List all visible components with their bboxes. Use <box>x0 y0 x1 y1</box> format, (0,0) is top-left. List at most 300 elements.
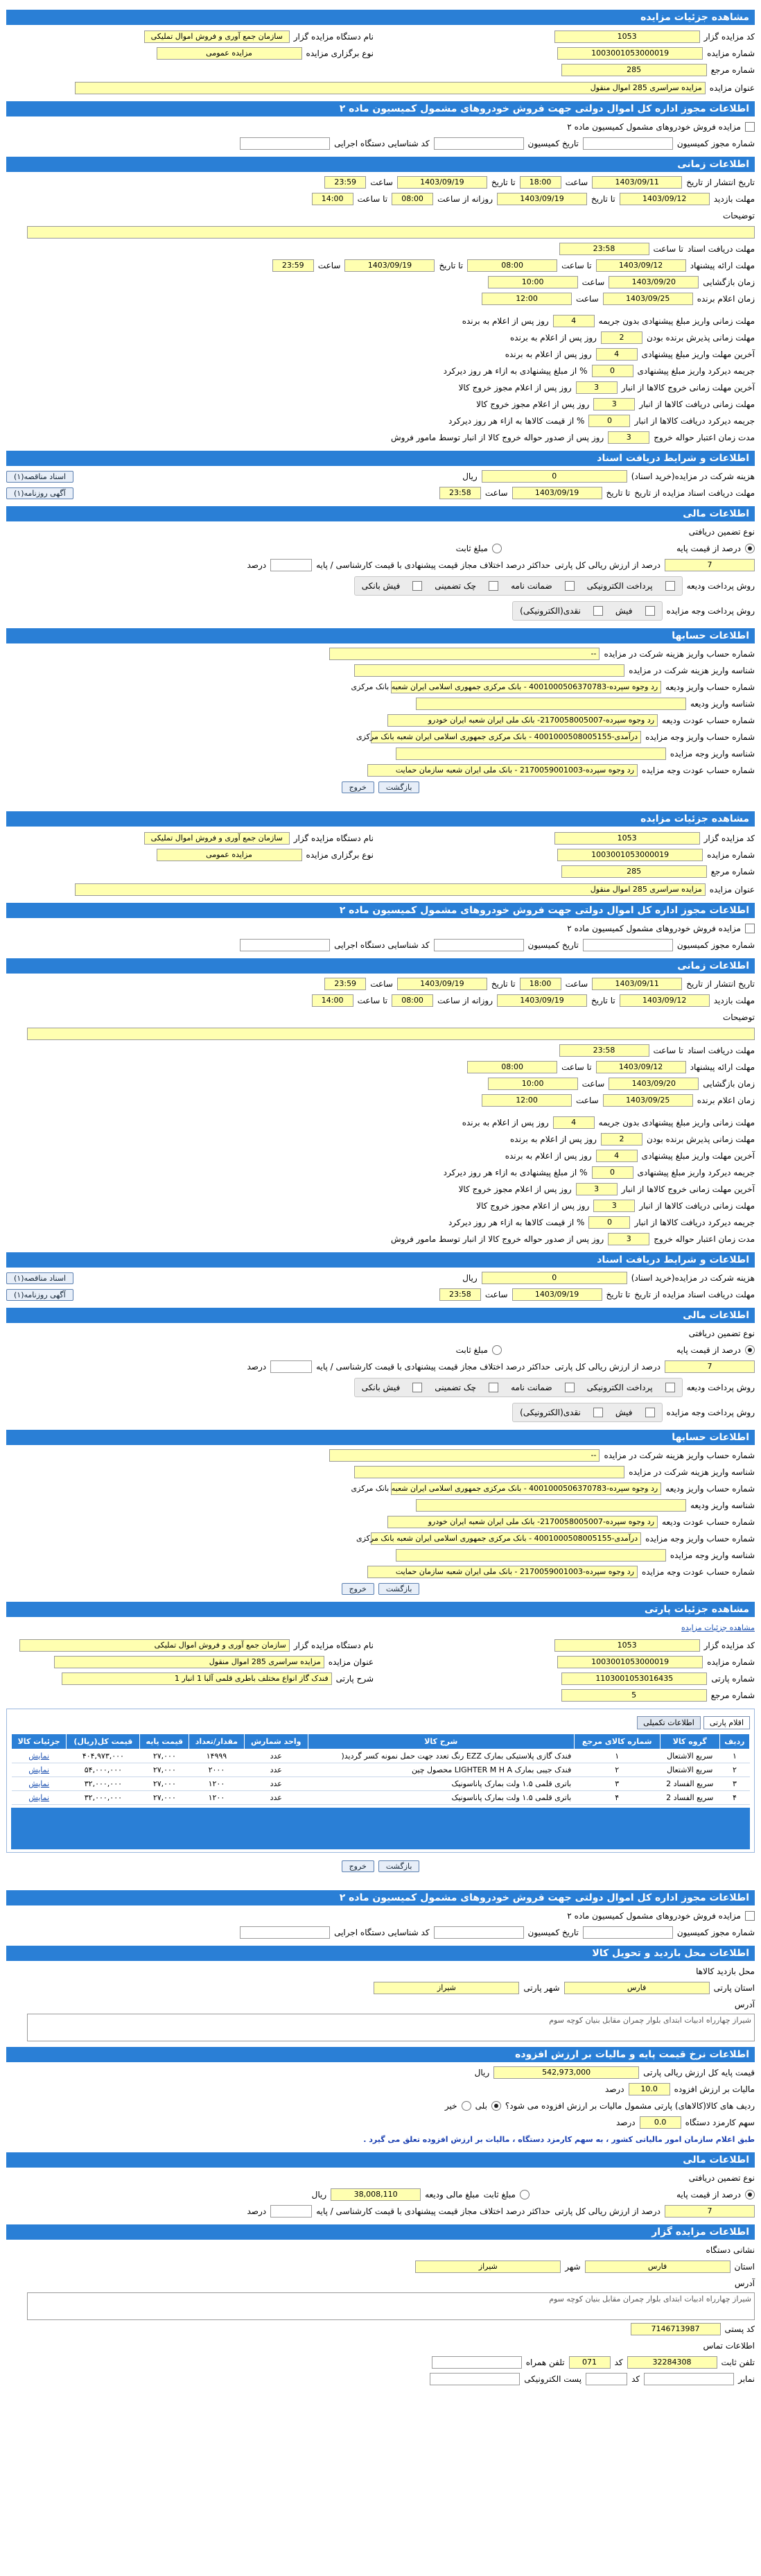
table-footer-bar <box>11 1808 750 1849</box>
field2-acc-refund2: رد وجوه سپرده-2170059001003 - بانک ملی ایران شعبه سازمان حمایت <box>367 1566 638 1578</box>
field-exit-fine: 0 <box>588 415 630 427</box>
field2-publish-to-time: 23:59 <box>324 978 366 990</box>
radio-vat-no[interactable] <box>462 2101 471 2111</box>
row-opening <box>6 275 755 290</box>
row2-description-field <box>6 1026 755 1041</box>
field-doc-to: 1403/09/19 <box>512 487 602 499</box>
cell-total: ۳۲,۰۰۰,۰۰۰ <box>67 1777 140 1791</box>
row3-commission <box>6 1925 755 1940</box>
row-pay-method <box>6 574 755 598</box>
field-auction-no: 1003001053000019 <box>557 47 703 60</box>
radio-fixed[interactable] <box>492 544 502 553</box>
detail-link[interactable]: نمایش <box>28 1765 50 1774</box>
pay-method2-panel-2 <box>512 1403 662 1422</box>
cell-total: ۴۰۴,۹۷۳,۰۰۰ <box>67 1749 140 1763</box>
row2-authority-check <box>6 921 755 936</box>
field2-auction-title: مزایده سراسری 285 اموال منقول <box>75 883 706 896</box>
row2-gazette-code <box>387 831 755 846</box>
section-header-authority-2: اطلاعات مجوز اداره کل اموال دولتی جهت فروش خودروهای مشمول کمیسیون ماده ۲ <box>6 903 755 918</box>
checkbox2-bank[interactable] <box>412 1383 422 1392</box>
field2-publish-from: 1403/09/11 <box>592 978 682 990</box>
field2-acc-main: درآمدی-4001000508005155 - بانک مرکزی جمهوری اسلامی ایران شعبه بانک مرکزی <box>371 1532 641 1545</box>
label-code: کد <box>614 2358 623 2367</box>
label-exit-fine-unit: % از قیمت کالاها به ازاء هر روز دیرکرد <box>448 416 585 426</box>
row-ref-no <box>387 62 755 78</box>
row2-deposit-options <box>6 1342 755 1358</box>
field-lot-no: 1103001053016435 <box>561 1672 707 1685</box>
label2-acc-return: شماره حساب واریز ودیعه <box>665 1484 755 1494</box>
label2-winner-accept: مهلت زمانی پذیرش برنده بودن <box>646 1134 755 1144</box>
cell-desc: باتری قلمی ۱.۵ ولت بمارک پاناسونیک <box>308 1777 574 1791</box>
th-ref: شماره کالای مرجع <box>574 1734 660 1749</box>
row2-acc-refund <box>6 1514 755 1530</box>
lot-grid <box>6 1636 755 1704</box>
label-exit-deadline-unit: روز پس از اعلام مجوز خروج کالا <box>458 383 572 392</box>
label-doc-time: مهلت دریافت اسناد مزایده از تاریخ <box>634 488 755 498</box>
field-exec-id <box>240 137 330 150</box>
field-fine-rate: 0 <box>592 365 633 377</box>
row2-doc-time <box>6 1287 755 1302</box>
label-pay-no-fine-unit: روز پس از اعلام به برنده <box>462 316 549 326</box>
label2-pay-method: روش پرداخت ودیعه <box>686 1383 755 1392</box>
field2-doc-deadline-time: 23:58 <box>559 1044 649 1057</box>
th-base: قیمت پایه <box>140 1734 189 1749</box>
label2-exit-deadline-unit: روز پس از اعلام مجوز خروج کالا <box>458 1184 572 1194</box>
field-acc-return-id <box>416 698 686 710</box>
label-lot-no: شماره پارتی <box>711 1674 755 1684</box>
label2-exit-fine: جریمه دیرکرد دریافت کالاها از انبار <box>634 1218 755 1227</box>
label-doc-deadline: مهلت دریافت اسناد <box>687 244 755 254</box>
row-seller-address-label <box>6 2276 755 2291</box>
authority-checkbox-2[interactable] <box>745 924 755 933</box>
label-acc-refund: شماره حساب عودت ودیعه <box>662 716 755 725</box>
label-opening-time: ساعت <box>581 277 605 287</box>
field2-acc-return-id <box>416 1499 686 1512</box>
row2-pct-value <box>6 1359 755 1374</box>
row-winner-accept <box>6 330 755 345</box>
label-vat: مالیات بر ارزش افزوده <box>674 2084 755 2094</box>
label3-max-diff: حداکثر درصد اختلاف مجاز قیمت پیشنهادی با قیمت کارشناسی / پایه <box>316 2206 551 2216</box>
th-detail: جزئیات کالا <box>12 1734 67 1749</box>
label-exit-fine: جریمه دیرکرد دریافت کالاها از انبار <box>634 416 755 426</box>
radio2-fixed[interactable] <box>492 1345 502 1355</box>
label2-publish-to: تا تاریخ <box>491 979 516 989</box>
row-lot-link <box>6 1620 755 1635</box>
field-last-pay: 4 <box>596 348 638 361</box>
row2-auction-title <box>6 882 755 897</box>
radio2-pct-base[interactable] <box>745 1345 755 1355</box>
field-email <box>430 2373 520 2385</box>
cell-total: ۳۲,۰۰۰,۰۰۰ <box>67 1791 140 1805</box>
row-phone <box>6 2355 755 2370</box>
field2-announce-date: 1403/09/25 <box>603 1094 693 1107</box>
field-doc-cost: 0 <box>482 470 627 483</box>
row2-validity <box>6 1231 755 1247</box>
row2-exit-fine <box>6 1215 755 1230</box>
field3-max-diff <box>270 2205 312 2218</box>
row-seller-loc <box>6 2242 755 2258</box>
label-auction-title: عنوان مزایده <box>709 83 755 93</box>
label2-acc-main-id: شناسه واریز وجه مزایده <box>670 1550 755 1560</box>
field-base-price: 542,973,000 <box>493 2066 639 2079</box>
cell-detail[interactable] <box>12 1777 67 1791</box>
label-commission-no: شماره مجوز کمیسیون <box>676 139 755 148</box>
row3-deposit-type <box>6 2170 755 2186</box>
checkbox2-guarantee[interactable] <box>565 1383 575 1392</box>
label-fine-rate: جریمه دیرکرد واریز مبلغ پیشنهادی <box>637 366 755 376</box>
label2-pct-base: درصد از قیمت پایه <box>676 1345 741 1355</box>
detail-link[interactable]: نمایش <box>28 1793 50 1802</box>
label2-publish-time: ساعت <box>565 979 588 989</box>
cell-group: سریع الفساد 2 <box>660 1777 719 1791</box>
section-header-finance: اطلاعات مالی <box>6 506 755 521</box>
field-exit-fine-deadline: 3 <box>593 398 635 410</box>
label-winner-accept: مهلت زمانی پذیرش برنده بودن <box>646 333 755 343</box>
field2-validity: 3 <box>608 1233 649 1245</box>
row-postal <box>6 2322 755 2337</box>
section-header-delivery: اطلاعات محل بازدید و تحویل کالا <box>6 1946 755 1961</box>
label3-authority-check: مزایده فروش خودروهای مشمول کمیسیون ماده ۲ <box>567 1911 741 1921</box>
row-vat-question <box>6 2098 755 2113</box>
field-acc-refund: رد وجوه سپرده-2170058005007- بانک ملی ایران شعبه ایران خودرو <box>387 714 658 727</box>
label-e-pay: پرداخت الکترونیکی <box>586 581 653 591</box>
label-vat-rate: سهم کارمزد دستگاه <box>685 2118 755 2127</box>
field-announce-time: 12:00 <box>482 293 572 305</box>
cell-qty: ۱۴۹۹۹ <box>189 1749 244 1763</box>
row2-auction-type <box>6 847 374 863</box>
row-lot-ref <box>387 1688 755 1703</box>
label2-visit-daily-to: تا ساعت <box>357 996 388 1005</box>
checkbox-bank[interactable] <box>412 581 422 591</box>
cell-row: ۱ <box>719 1749 749 1763</box>
field-exit-deadline: 3 <box>576 381 618 394</box>
field2-open-date: 1403/09/20 <box>609 1078 699 1090</box>
label-offer-to-date: تا تاریخ <box>439 261 464 270</box>
label-org: نام دستگاه مزایده گزار <box>293 32 374 42</box>
checkbox-guarantee[interactable] <box>565 581 575 591</box>
row-last-pay <box>6 347 755 362</box>
field-lot-org: سازمان جمع آوری و فروش اموال تملیکی <box>19 1639 290 1652</box>
row-deposit-options <box>6 541 755 556</box>
section-header-time-2: اطلاعات زمانی <box>6 958 755 974</box>
section-header-time: اطلاعات زمانی <box>6 157 755 172</box>
label2-visit-daily: روزانه از ساعت <box>437 996 493 1005</box>
row2-description <box>6 1010 755 1025</box>
field-auction-title: مزایده سراسری 285 اموال منقول <box>75 82 706 94</box>
row2-offer <box>6 1060 755 1075</box>
field-validity: 3 <box>608 431 649 444</box>
label-announce-time: ساعت <box>576 294 599 304</box>
row2-pay-method2 <box>6 1401 755 1424</box>
label2-pay-no-fine-unit: روز پس از اعلام به برنده <box>462 1118 549 1127</box>
field-visit-to: 1403/09/19 <box>497 193 587 205</box>
field-max-diff <box>270 559 312 571</box>
field2-announce-time: 12:00 <box>482 1094 572 1107</box>
row-authority-check <box>6 119 755 135</box>
row-address-label <box>6 1997 755 2012</box>
row3-authority-check <box>6 1908 755 1924</box>
label2-winner-accept-unit: روز پس از اعلام به برنده <box>510 1134 597 1144</box>
exit-button-3[interactable]: خروج <box>342 1860 374 1872</box>
cell-base: ۲۷,۰۰۰ <box>140 1791 189 1805</box>
table-row <box>12 1777 750 1791</box>
lot-items-frame <box>6 1709 755 1853</box>
field-publish-to: 1403/09/19 <box>397 176 487 189</box>
row2-winner-accept <box>6 1132 755 1147</box>
detail-link[interactable]: نمایش <box>28 1752 50 1761</box>
field2-acc-deposit: -- <box>329 1449 600 1462</box>
field2-pay-no-fine: 4 <box>553 1116 595 1129</box>
field-doc-deadline-time: 23:58 <box>559 243 649 255</box>
section-header-details-2: مشاهده جزئیات مزایده <box>6 811 755 827</box>
label2-doc-cost-unit: ریال <box>462 1273 478 1283</box>
table-row <box>12 1749 750 1763</box>
label2-publish: تاریخ انتشار از تاریخ <box>686 979 755 989</box>
label-acc-deposit: شماره حساب واریز هزینه شرکت در مزایده <box>604 649 755 659</box>
field-offer-to-time: 23:59 <box>272 259 314 272</box>
cell-group: سریع الاشتعال <box>660 1749 719 1763</box>
cell-detail[interactable] <box>12 1749 67 1763</box>
label-publish-to: تا تاریخ <box>491 178 516 187</box>
field3-commission-no <box>583 1926 673 1939</box>
label2-doc-deadline-to: تا ساعت <box>653 1046 683 1055</box>
field-announce-date: 1403/09/25 <box>603 293 693 305</box>
row2-pay-method <box>6 1376 755 1399</box>
cell-desc: فندک جیبی بمارک LIGHTER M H A محصول چین <box>308 1763 574 1777</box>
cell-detail[interactable] <box>12 1763 67 1777</box>
label-pct-base: درصد از قیمت پایه <box>676 544 741 553</box>
exit-button[interactable]: خروج <box>342 781 374 793</box>
field2-commission-no <box>583 939 673 951</box>
checkbox-cheque[interactable] <box>489 581 498 591</box>
return-button[interactable]: بازگشت <box>378 781 420 793</box>
label-lot-auction-no: شماره مزایده <box>707 1657 755 1667</box>
cell-detail[interactable] <box>12 1791 67 1805</box>
label-max-diff: حداکثر درصد اختلاف مجاز قیمت پیشنهادی با قیمت کارشناسی / پایه <box>316 560 551 570</box>
row-lot-no <box>387 1671 755 1686</box>
checkbox2-e-pay[interactable] <box>665 1383 675 1392</box>
label2-auction-type: نوع برگزاری مزایده <box>306 850 374 860</box>
label2-gazette-code: کد مزایده گزار <box>703 833 755 843</box>
checkbox2-cheque[interactable] <box>489 1383 498 1392</box>
cell-base: ۲۷,۰۰۰ <box>140 1749 189 1763</box>
radio3-pct-base[interactable] <box>745 2190 755 2199</box>
label2-doc-time: مهلت دریافت اسناد مزایده از تاریخ <box>634 1290 755 1299</box>
label-auction-type: نوع برگزاری مزایده <box>306 49 374 58</box>
label2-doc-to: تا تاریخ <box>606 1290 631 1299</box>
pay-method-panel-2 <box>354 1378 683 1397</box>
return-button-2[interactable]: بازگشت <box>378 1583 420 1595</box>
cell-qty: ۱۲۰۰ <box>189 1777 244 1791</box>
authority-checkbox[interactable] <box>745 122 755 132</box>
authority-checkbox-3[interactable] <box>745 1911 755 1921</box>
label-validity-unit: روز پس از صدور حواله خروج کالا از انبار توسط مامور فروش <box>391 433 604 442</box>
field2-open-time: 10:00 <box>488 1078 578 1090</box>
field-description <box>27 226 755 239</box>
detail-link[interactable]: نمایش <box>28 1779 50 1788</box>
label2-offer: مهلت ارائه پیشنهاد <box>690 1062 755 1072</box>
checkbox-cash[interactable] <box>593 606 603 616</box>
label2-last-pay-unit: روز پس از اعلام به برنده <box>505 1151 592 1161</box>
row2-pay-no-fine <box>6 1115 755 1130</box>
row-auction-no <box>387 46 755 61</box>
field2-commission-date <box>434 939 524 951</box>
label-contact: اطلاعات تماس <box>703 2341 755 2351</box>
doc-button-tender[interactable]: اسناد مناقصه(۱) <box>6 471 73 483</box>
radio3-fixed[interactable] <box>520 2190 530 2199</box>
field-fax-code <box>586 2373 627 2385</box>
label-address: آدرس <box>734 2000 755 2009</box>
field-winner-accept: 2 <box>601 331 642 344</box>
label-seller-province: استان <box>734 2262 755 2272</box>
label-percent: درصد <box>247 560 267 570</box>
label2-guarantee: ضمانت نامه <box>511 1383 552 1392</box>
field-visit-daily-from: 08:00 <box>392 193 433 205</box>
cell-qty: ۱۲۰۰ <box>189 1791 244 1805</box>
field-lot-ref: 5 <box>561 1689 707 1702</box>
label2-e-pay: پرداخت الکترونیکی <box>586 1383 653 1392</box>
label-winner-accept-unit: روز پس از اعلام به برنده <box>510 333 597 343</box>
label2-doc-cost: هزینه شرکت در مزایده(خرید اسناد) <box>631 1273 755 1283</box>
table-header-row <box>12 1734 750 1749</box>
tab-extra-info[interactable]: اطلاعات تکمیلی <box>637 1716 701 1729</box>
lot-items-table <box>11 1734 750 1805</box>
label-description: توضیحات <box>722 211 755 221</box>
row-province-city <box>6 1980 755 1996</box>
row-buttons-2 <box>6 1581 755 1596</box>
label-seller-loc: نشانی دستگاه <box>706 2245 755 2255</box>
label-province: استان پارتی <box>713 1983 755 1993</box>
row2-visit <box>6 993 755 1008</box>
label-lot-ref: شماره مرجع <box>710 1691 755 1700</box>
checkbox-fish[interactable] <box>645 606 655 616</box>
row-org <box>6 29 374 44</box>
checkbox-e-pay[interactable] <box>665 581 675 591</box>
label2-ref-no: شماره مرجع <box>710 867 755 876</box>
label3-pct-of: درصد از ارزش ریالی کل پارتی <box>554 2206 661 2216</box>
label2-fine-rate: جریمه دیرکرد واریز مبلغ پیشنهادی <box>637 1168 755 1177</box>
exit-button-2[interactable]: خروج <box>342 1583 374 1595</box>
field-org: سازمان جمع آوری و فروش اموال تملیکی <box>144 31 290 43</box>
doc-button-newspaper-2[interactable]: آگهی روزنامه(۱) <box>6 1289 73 1301</box>
field2-doc-hour: 23:58 <box>439 1288 481 1301</box>
row-publish <box>6 175 755 190</box>
row-acc-deposit <box>6 646 755 662</box>
row-offer <box>6 258 755 273</box>
lot-details-link[interactable]: مشاهده جزئیات مزایده <box>681 1623 755 1632</box>
label2-doc-hour: ساعت <box>484 1290 508 1299</box>
label2-acc-refund: شماره حساب عودت ودیعه <box>662 1517 755 1527</box>
doc-button-tender-2[interactable]: اسناد مناقصه(۱) <box>6 1272 73 1284</box>
row-fine-rate <box>6 363 755 379</box>
doc-button-newspaper[interactable]: آگهی روزنامه(۱) <box>6 487 73 499</box>
label-publish-time: ساعت <box>565 178 588 187</box>
label-auction-no: شماره مزایده <box>707 49 755 58</box>
field-open-time: 10:00 <box>488 276 578 288</box>
label2-commission-date: تاریخ کمیسیون <box>527 940 579 950</box>
row2-last-pay <box>6 1148 755 1164</box>
cell-desc: باتری قلمی ۱.۵ ولت بمارک پاناسونیک <box>308 1791 574 1805</box>
row-base-price <box>6 2065 755 2080</box>
field-offer-date: 1403/09/12 <box>596 259 686 272</box>
cell-row: ۳ <box>719 1777 749 1791</box>
field2-exit-fine: 0 <box>588 1216 630 1229</box>
field2-visit-daily-from: 08:00 <box>392 994 433 1007</box>
cell-ref: ۳ <box>574 1777 660 1791</box>
label-acc-main-id: شناسه واریز وجه مزایده <box>670 749 755 759</box>
label-acc-refund2: شماره حساب عودت وجه مزایده <box>641 766 755 775</box>
field-lot-title: مزایده سراسری 285 اموال منقول <box>54 1656 324 1668</box>
label3-exec-id: کد شناسایی دستگاه اجرایی <box>334 1928 430 1937</box>
label-lot-org: نام دستگاه مزایده گزار <box>293 1641 374 1650</box>
row-lot-gazette <box>387 1638 755 1653</box>
field-pay-no-fine: 4 <box>553 315 595 327</box>
label-visit: مهلت بازدید <box>713 194 755 204</box>
tab-lot-items[interactable]: اقلام پارتی <box>703 1716 750 1729</box>
label-lot-title: عنوان مزایده <box>328 1657 374 1667</box>
field-visit-from: 1403/09/12 <box>620 193 710 205</box>
radio-vat-yes[interactable] <box>491 2101 501 2111</box>
row2-acc-return <box>6 1481 755 1496</box>
row2-auction-no <box>387 847 755 863</box>
label-seller-city: شهر <box>565 2262 581 2272</box>
label-bank: فیش بانکی <box>361 581 401 591</box>
field-offer-to: 1403/09/19 <box>344 259 435 272</box>
details2-col-right <box>387 829 755 881</box>
field-acc-deposit: -- <box>329 648 600 660</box>
field-acc-refund2: رد وجوه سپرده-2170059001003 - بانک ملی ایران شعبه سازمان حمایت <box>367 764 638 777</box>
table-row <box>12 1763 750 1777</box>
row-exit-deadline <box>6 380 755 395</box>
field2-doc-cost: 0 <box>482 1272 627 1284</box>
checkbox2-fish[interactable] <box>645 1408 655 1417</box>
field2-offer-date: 1403/09/12 <box>596 1061 686 1073</box>
cell-desc: فندک گازی پلاستیکی بمارک EZZ رنگ تعدد جهت حمل نمونه کسر گردید( <box>308 1749 574 1763</box>
section-header-lot: مشاهده جزئیات پارتی <box>6 1602 755 1617</box>
cell-unit: عدد <box>244 1763 308 1777</box>
row2-opening <box>6 1076 755 1091</box>
label2-authority-check: مزایده فروش خودروهای مشمول کمیسیون ماده ۲ <box>567 924 741 933</box>
label2-org: نام دستگاه مزایده گزار <box>293 833 374 843</box>
details-grid <box>6 28 755 79</box>
label2-deposit-type: نوع تضمین دریافتی <box>688 1329 755 1338</box>
label2-acc-id: شناسه واریز هزینه شرکت در مزایده <box>629 1467 755 1477</box>
label-mobile: تلفن همراه <box>525 2358 565 2367</box>
label-city: شهر پارتی <box>523 1983 560 1993</box>
row-doc-deadline <box>6 241 755 257</box>
label2-exit-fine-deadline: مهلت زمانی دریافت کالاها از انبار <box>639 1201 755 1211</box>
row2-fine-rate <box>6 1165 755 1180</box>
field-publish-to-time: 23:59 <box>324 176 366 189</box>
return-button-3[interactable]: بازگشت <box>378 1860 420 1872</box>
label2-acc-return-id: شناسه واریز ودیعه <box>690 1501 755 1510</box>
label2-auction-no: شماره مزایده <box>707 850 755 860</box>
row2-ref-no <box>387 864 755 879</box>
label-visit-to: تا تاریخ <box>591 194 615 204</box>
row2-doc-cost <box>6 1270 755 1286</box>
checkbox2-cash[interactable] <box>593 1408 603 1417</box>
field-city: شیراز <box>374 1982 519 1994</box>
field3-commission-date <box>434 1926 524 1939</box>
details-col-left <box>6 28 374 79</box>
label3-deposit-unit: ریال <box>311 2190 327 2199</box>
row2-exit-deadline <box>6 1182 755 1197</box>
row-doc-cost <box>6 469 755 484</box>
field3-pct-value: 7 <box>665 2205 755 2218</box>
label-offer: مهلت ارائه پیشنهاد <box>690 261 755 270</box>
field-province: فارس <box>564 1982 710 1994</box>
radio-pct-base[interactable] <box>745 544 755 553</box>
